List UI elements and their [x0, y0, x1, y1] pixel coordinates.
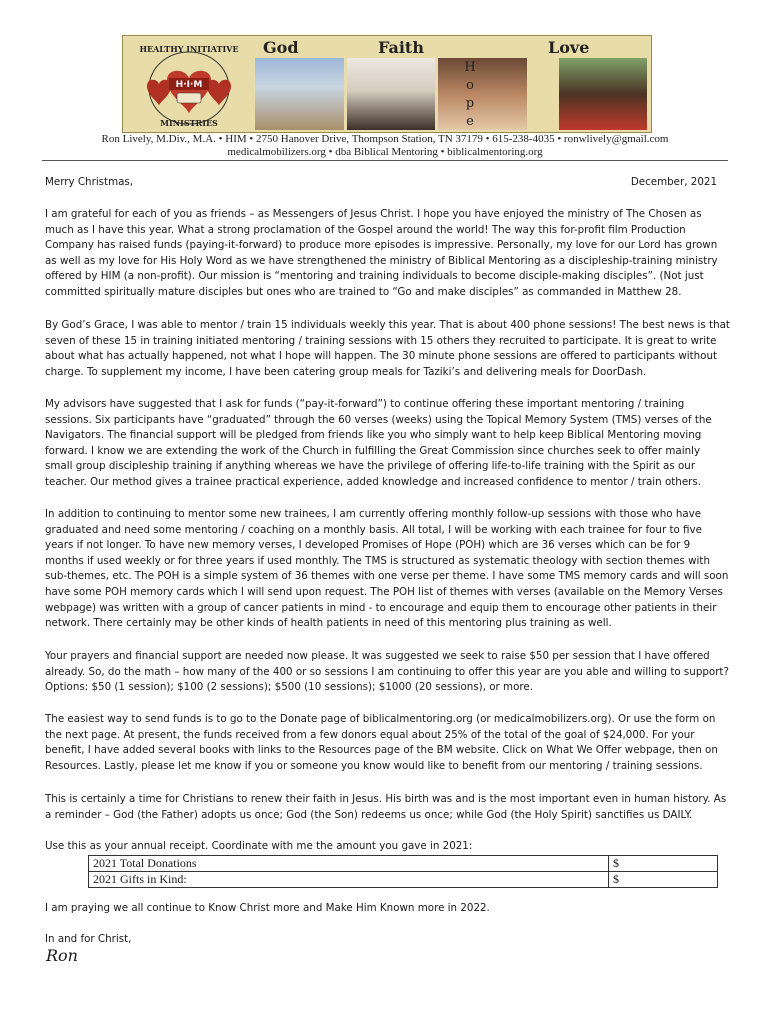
receipt-intro: Use this as your annual receipt. Coordinate with me the amount you gave in 2021:: [45, 840, 473, 852]
children-photo: [559, 58, 648, 130]
sign-off: In and for Christ,: [45, 933, 132, 945]
paragraph-2: By God’s Grace, I was able to mentor / train 15 individuals weekly this year. That is about 400 phone sessions! The best news is that seven of these 15 in training initiated mentoring / training sessions with 15 others they recruited to participate. It is great to write about what has actually happened, not what I hope will happen. The 30 minute phone sessions are offered to participants without charge. To supplement my income, I have been catering group meals for Taziki’s and delivering meals for DoorDash.: [45, 319, 730, 378]
paragraph-4: In addition to continuing to mentor some new trainees, I am currently offering monthly follow-up sessions with those who have graduated and need some mentoring / coaching on a monthly basis. All total, I will be working with each trainee for four to five years if not longer. To have new memory verses, I developed Promises of Hope (POH) which are 36 verses which can be for 9 months if used weekly or for three years if used monthly. The TMS is structured as systematic theology with section themes with sub-themes, etc. The POH is a simple system of 36 themes with one verse per theme. I have some TMS memory cards and will soon have some POH memory cards which I will send upon request. The POH list of themes with verses (available on the Memory Verses webpage) was written with a group of cancer patients in mind - to encourage and equip them to encourage other patients in their network. There certainly may be other kinds of health patients in need of this mentoring plus training as well.: [45, 508, 729, 630]
header-divider: [42, 160, 728, 161]
table-row: [89, 856, 718, 872]
receipt-label: 2021 Gifts in Kind:: [89, 872, 609, 888]
hope-letter: p: [465, 95, 475, 111]
church-photo: [255, 58, 344, 130]
seal-text-bottom: MINISTRIES: [160, 118, 218, 128]
paragraph-7: This is certainly a time for Christians to renew their faith in Jesus. His birth was and is the most important even in human history. As a reminder – God (the Father) adopts us once; God (the Son) redeems us once; while God (the Holy Spirit) sanctifies us DAILY.: [45, 793, 727, 821]
paragraph-6: The easiest way to send funds is to go to the Donate page of biblicalmentoring.org (or medicalmobilizers.org). Or use the form on the next page. At present, the funds received from a few donors equal about 25% of the total of the goal of $24,000. For your benefit, I have added several books with links to the Resources page of the BM website. Click on What We Offer webpage, then on Resources. Lastly, please let me know if you or someone you know would like to benefit from our mentoring / training sessions.: [45, 713, 718, 772]
hope-letter: o: [466, 77, 474, 93]
contact-line-2: medicalmobilizers.org • dba Biblical Mentoring • biblicalmentoring.org: [227, 146, 543, 158]
paragraph-5: Your prayers and financial support are needed now please. It was suggested we seek to raise $50 per session that I have offered already. So, do the math – how many of the 400 or so sessions I am continuing to offer this year are you able and willing to support? Options: $50 (1 session); $100 (2 sessions); $500 (10 sessions); $1000 (20 sessions), or more.: [45, 650, 729, 694]
receipt-label: 2021 Total Donations: [89, 856, 609, 872]
hope-column: [530, 58, 556, 130]
closing-line: I am praying we all continue to Know Christ more and Make Him Known more in 2022.: [45, 902, 490, 914]
hope-letter: e: [466, 113, 474, 129]
banner-photo-strip: [255, 58, 647, 130]
receipt-amount-field[interactable]: $: [609, 856, 718, 872]
banner-word-love: Love: [548, 38, 590, 57]
signature: Ron: [46, 946, 78, 965]
seal-text-center: H·I·M: [175, 80, 203, 90]
banner-word-faith: Faith: [378, 38, 424, 57]
greeting: Merry Christmas,: [45, 176, 134, 188]
table-row: [89, 872, 718, 888]
paragraph-3: My advisors have suggested that I ask for funds (“pay-it-forward”) to continue offering these important mentoring / training sessions. Six participants have “graduated” through the 60 verses (weeks) using the Topical Memory System (TMS) verses of the Navigators. The financial support will be pledged from friends like you who simply want to help keep Biblical Mentoring moving forward. I know we are extending the work of the Church in fulfilling the Great Commission since churches seek to offer mainly small group discipleship training if anything whereas we have the privilege of offering life-to-life training with the Spirit as our teacher. Our method gives a trainee practical experience, added knowledge and increased confidence to mentor / train others.: [45, 398, 712, 488]
letter-date: December, 2021: [630, 176, 717, 188]
paragraph-1: I am grateful for each of you as friends – as Messengers of Jesus Christ. I hope you have enjoyed the ministry of The Chosen as much as I have this year. What a strong proclamation of the Gospel around the world! The way this for-profit film Production Company has raised funds (paying-it-forward) to produce more episodes is impressive. Personally, my love for our Lord has grown as well as my love for His Holy Word as we have strengthened the ministry of Biblical Mentoring as a discipleship-training ministry offered by HIM (a non-profit). Our mission is “mentoring and training individuals to become disciple-making disciples”. (Not just committed spiritually mature disciples but ones who are trained to “Go and make disciples” as commanded in Matthew 28.: [45, 208, 718, 298]
hope-letter: H: [464, 59, 476, 75]
greeting-row: [45, 176, 717, 188]
banner-word-god: God: [263, 38, 299, 57]
letterhead-banner: [122, 35, 652, 133]
contact-line-1: Ron Lively, M.Div., M.A. • HIM • 2750 Hanover Drive, Thompson Station, TN 37179 • 615-238-4035 • ronwlively@gmail.com: [101, 133, 669, 145]
doctor-photo: [347, 58, 436, 130]
receipt-table: [88, 855, 718, 888]
him-ministries-seal-icon: [127, 38, 251, 130]
seal-text-top: HEALTHY INITIATIVE: [139, 44, 239, 54]
receipt-amount-field[interactable]: $: [609, 872, 718, 888]
banner-hope-word: [457, 58, 483, 130]
